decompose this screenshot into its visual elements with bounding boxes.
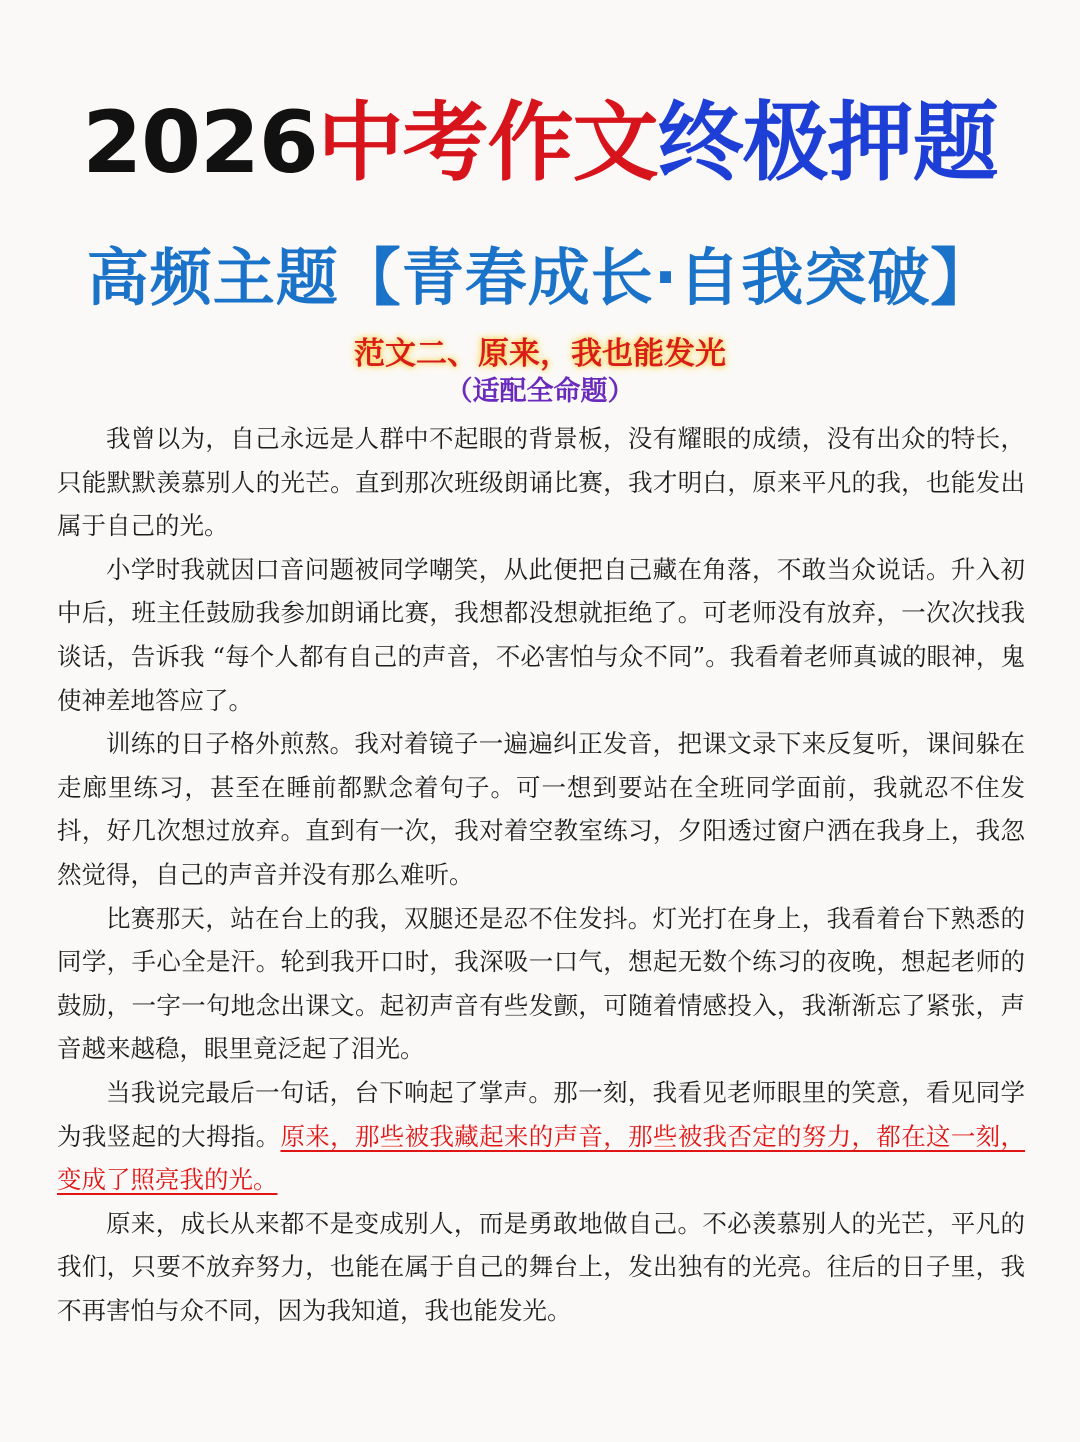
main-title xyxy=(0,88,1080,198)
essay-title: 范文二、原来，我也能发光 xyxy=(354,336,726,372)
essay-paragraph-2: 小学时我就因口音问题被同学嘲笑，从此便把自己藏在角落，不敢当众说话。升入初中后，班主任鼓励我参加朗诵比赛，我想都没想就拒绝了。可老师没有放弃，一次次找我谈话，告诉我 “每个人都有自己的声音，不必害怕与众不同”。我看着老师真诚的眼神，鬼使神差地答应了。 xyxy=(57,554,1025,715)
essay-paragraph-1: 我曾以为，自己永远是人群中不起眼的背景板，没有耀眼的成绩，没有出众的特长，只能默默羡慕别人的光芒。直到那次班级朗诵比赛，我才明白，原来平凡的我，也能发出属于自己的光。 xyxy=(57,424,1025,541)
highlighted-sentence: 原来，那些被我藏起来的声音，那些被我否定的努力，都在这一刻，变成了照亮我的光。 xyxy=(57,1121,1026,1195)
essay-body xyxy=(57,417,1025,1332)
paragraph-5-text: 当我说完最后一句话，台下响起了掌声。那一刻，我看见老师眼里的笑意，看见同学为我竖起的大拇指。 xyxy=(57,1077,1025,1151)
essay-paragraph-5 xyxy=(57,1071,1025,1202)
essay-note: （适配全命题） xyxy=(445,376,635,407)
essay-paragraph-3: 训练的日子格外煎熬。我对着镜子一遍遍纠正发音，把课文录下来反复听，课间躲在走廊里练习，甚至在睡前都默念着句子。可一想到要站在全班同学面前，我就忍不住发抖，好几次想过放弃。直到有一次，我对着空教室练习，夕阳透过窗户洒在我身上，我忽然觉得，自己的声音并没有那么难听。 xyxy=(57,729,1025,889)
essay-paragraph-4: 比赛那天，站在台上的我，双腿还是忍不住发抖。灯光打在身上，我看着台下熟悉的同学，手心全是汗。轮到我开口时，我深吸一口气，想起无数个练习的夜晚，想起老师的鼓励，一字一句地念出课文。起初声音有些发颤，可随着情感投入，我渐渐忘了紧张，声音越来越稳，眼里竟泛起了泪光。 xyxy=(57,903,1025,1064)
essay-paragraph-6: 原来，成长从来都不是变成别人，而是勇敢地做自己。不必羡慕别人的光芒，平凡的我们，只要不放弃努力，也能在属于自己的舞台上，发出独有的光亮。往后的日子里，我不再害怕与众不同，因为我知道，我也能发光。 xyxy=(57,1208,1025,1325)
title-red-part: 中考作文 xyxy=(317,93,658,193)
title-blue-part: 终极押题 xyxy=(657,93,998,193)
theme-subtitle: 高频主题【青春成长·自我突破】 xyxy=(86,241,994,314)
title-year: 2026 xyxy=(82,93,318,193)
